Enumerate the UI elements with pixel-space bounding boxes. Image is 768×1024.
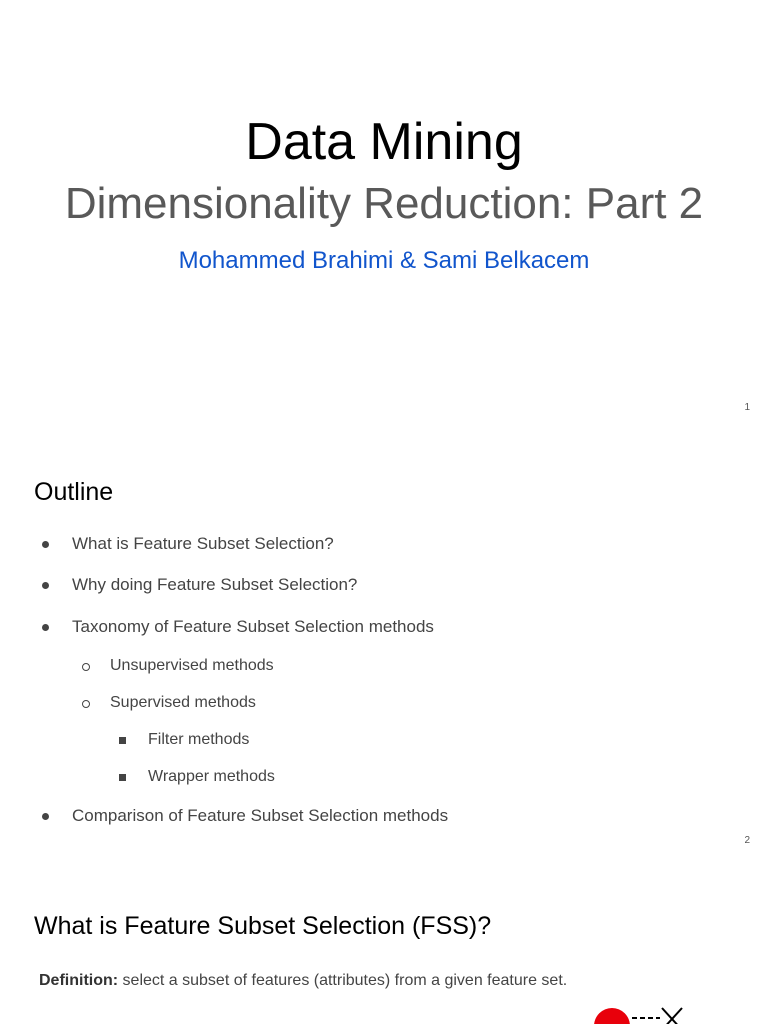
outline-item-label: Supervised methods <box>110 694 256 711</box>
outline-item <box>72 806 448 826</box>
outline-subitem <box>110 657 274 675</box>
bullet-filled-circle-icon <box>42 541 49 548</box>
outline-title: Outline <box>34 478 114 506</box>
page-number: 2 <box>744 835 750 846</box>
outline-item-label: What is Feature Subset Selection? <box>72 534 334 553</box>
definition-text: select a subset of features (attributes) from a given feature set. <box>118 972 568 989</box>
bullet-hollow-circle-icon <box>82 663 90 671</box>
bullet-square-icon <box>119 774 126 781</box>
slide-title: What is Feature Subset Selection (FSS)? <box>34 912 492 940</box>
definition <box>39 972 567 990</box>
bullet-hollow-circle-icon <box>82 700 90 708</box>
outline-item-label: Wrapper methods <box>148 768 275 785</box>
bullet-filled-circle-icon <box>42 582 49 589</box>
outline-subitem <box>110 694 256 712</box>
outline-item-label: Unsupervised methods <box>110 657 274 674</box>
outline-item-label: Why doing Feature Subset Selection? <box>72 575 358 594</box>
slide-1 <box>0 0 768 432</box>
feature-selection-figure <box>590 1004 690 1024</box>
slide-2 <box>0 432 768 864</box>
outline-item-label: Comparison of Feature Subset Selection methods <box>72 806 449 825</box>
slide-3 <box>0 864 768 1024</box>
bullet-filled-circle-icon <box>42 624 49 631</box>
red-circle-shape <box>594 1008 630 1024</box>
bullet-square-icon <box>119 737 126 744</box>
outline-item-label: Filter methods <box>148 731 250 748</box>
presentation-title: Data Mining <box>245 113 523 171</box>
definition-label: Definition: <box>39 972 119 989</box>
outline-item <box>72 534 334 554</box>
outline-subsubitem <box>148 731 249 749</box>
outline-item-label: Taxonomy of Feature Subset Selection methods <box>72 617 434 636</box>
page-number: 1 <box>744 402 750 413</box>
authors: Mohammed Brahimi & Sami Belkacem <box>178 247 590 274</box>
outline-item <box>72 575 357 595</box>
outline-subsubitem <box>148 768 275 786</box>
presentation-subtitle: Dimensionality Reduction: Part 2 <box>64 179 704 228</box>
bullet-filled-circle-icon <box>42 813 49 820</box>
outline-item <box>72 617 434 637</box>
